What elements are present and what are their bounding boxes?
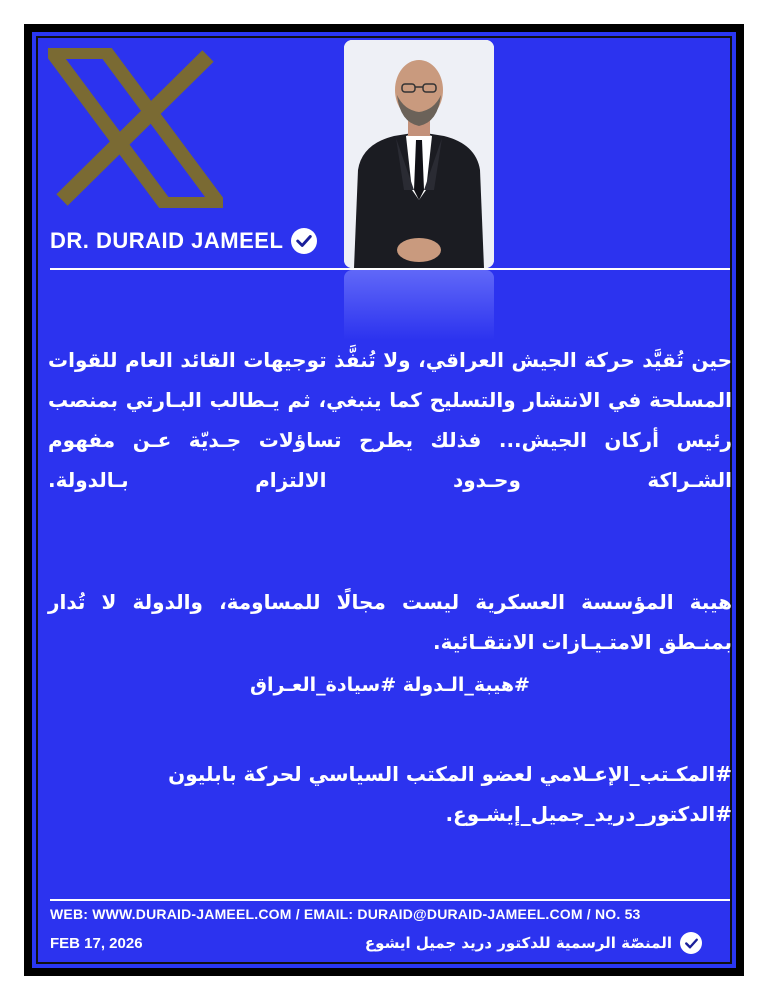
verified-check-icon [291, 228, 317, 254]
post-paragraph-2: هيبة المؤسسة العسكرية ليست مجالًا للمساومة، والدولة لا تُدار بمنـطق الامتـيـازات الانتقـائية. [48, 590, 732, 654]
official-platform-label [365, 932, 702, 954]
verified-check-icon [680, 932, 702, 954]
inner-frame [32, 32, 736, 968]
x-logo-icon [48, 48, 223, 208]
post-paragraph-1: حين تُقيَّد حركة الجيش العراقي، ولا تُنفَّذ توجيهات القائد العام للقوات المسلحة في الانتشار والتسليح كما ينبغي، ثم يـطالب البـارتي بمنصب رئيس أركان الجيش... فذلك يطرح تساؤلات جـديّة عـن مفهوم الشـراكة وحـدود الالتزام بـالدولة. [48, 348, 732, 492]
author-row [50, 228, 317, 254]
post-card [36, 36, 732, 964]
author-portrait [344, 40, 494, 268]
header-divider [50, 268, 730, 270]
post-date: FEB 17, 2026 [50, 935, 143, 952]
official-platform-text: المنصّة الرسمية للدكتور دريد جميل ايشوع [364, 934, 672, 952]
hashtags-line: #هيبة_الـدولة #سيادة_العـراق [250, 674, 530, 696]
portrait-reflection [344, 270, 494, 340]
outer-frame [24, 24, 744, 976]
signature-line-2: #الدكتور_دريد_جميل_إيشـوع. [445, 802, 732, 826]
author-name: DR. DURAID JAMEEL [50, 228, 284, 253]
footer-divider [50, 899, 730, 901]
signature-line-1: #المكـتب_الإعـلامي لعضو المكتب السياسي لحركة بابليون [168, 762, 732, 786]
contact-line: WEB: WWW.DURAID-JAMEEL.COM / EMAIL: DURAID@DURAID-JAMEEL.COM / NO. 53 [50, 906, 641, 922]
post-signature [48, 754, 732, 834]
